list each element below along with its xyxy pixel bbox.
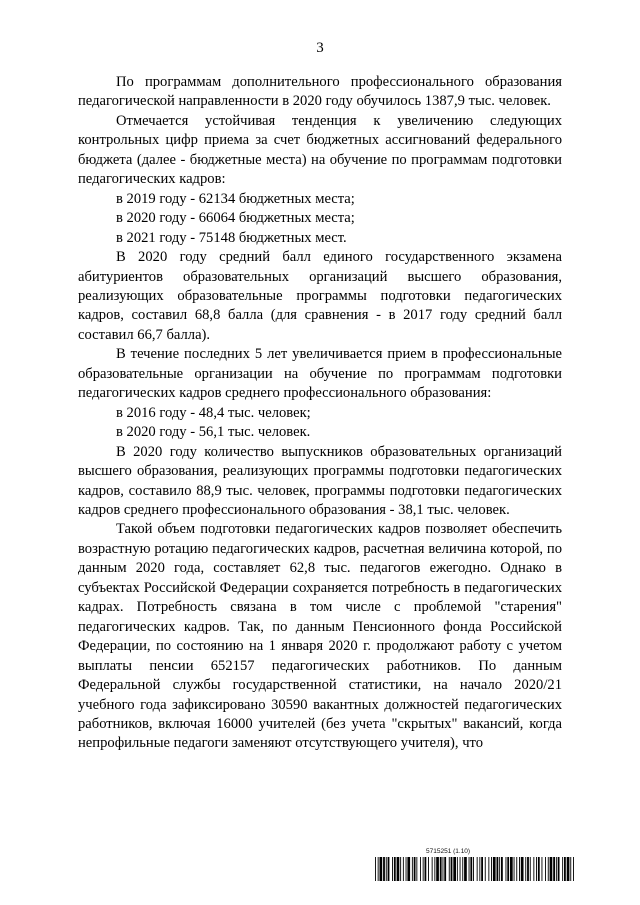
paragraph: В 2020 году количество выпускников образовательных организаций высшего образования, реализующих программы подготовки педагогических кадров, составило 88,9 тыс. человек, программы подготовки педагогических кадров среднего профессионального образования - 38,1 тыс. человек. [78,443,562,518]
list-item: в 2020 году - 56,1 тыс. человек. [116,424,311,441]
document-code: 5715251 (1.10) [426,848,471,855]
barcode [375,857,575,881]
paragraph: В 2020 году средний балл единого государственного экзамена абитуриентов образовательных организаций высшего образования, реализующих образовательные программы подготовки педагогических кадров, составил 68,8 балла (для сравнения - в 2017 году средний балл составил 66,7 балла). [78,249,562,343]
list-item: в 2016 году - 48,4 тыс. человек; [116,404,311,421]
body-text [78,73,562,754]
paragraph: Отмечается устойчивая тенденция к увеличению следующих контрольных цифр приема за счет бюджетных ассигнований федерального бюджета (далее - бюджетные места) на обучение по программам подготовки педагогических кадров: [78,112,562,188]
paragraph: В течение последних 5 лет увеличивается прием в профессиональные образовательные организации на обучение по программам подготовки педагогических кадров среднего профессионального образования: [78,346,562,402]
list-item: в 2019 году - 62134 бюджетных места; [116,190,355,207]
paragraph: По программам дополнительного профессионального образования педагогической направленности в 2020 году обучилось 1387,9 тыс. человек. [78,74,562,110]
paragraph: Такой объем подготовки педагогических кадров позволяет обеспечить возрастную ротацию педагогических кадров, расчетная величина которой, по данным 2020 года, составляет 62,8 тыс. педагогов ежегодно. Однако в субъектах Российской Федерации сохраняется потребность в педагогических кадрах. Потребность связана в том числе с проблемой "старения" педагогических кадров. Так, по данным Пенсионного фонда Российской Федерации, по состоянию на 1 января 2020 г. продолжают работу с учетом выплаты пенсии 652157 педагогических работников. По данным Федеральной службы государственной статистики, на начало 2020/21 учебного года зафиксировано 30590 вакантных должностей педагогических работников, включая 16000 учителей (без учета "скрытых" вакансий, когда непрофильные педагоги заменяют отсутствующего учителя), что [78,521,562,752]
list-item: в 2020 году - 66064 бюджетных места; [116,210,355,227]
page-number: 3 [316,40,324,56]
list-item: в 2021 году - 75148 бюджетных мест. [116,229,347,246]
